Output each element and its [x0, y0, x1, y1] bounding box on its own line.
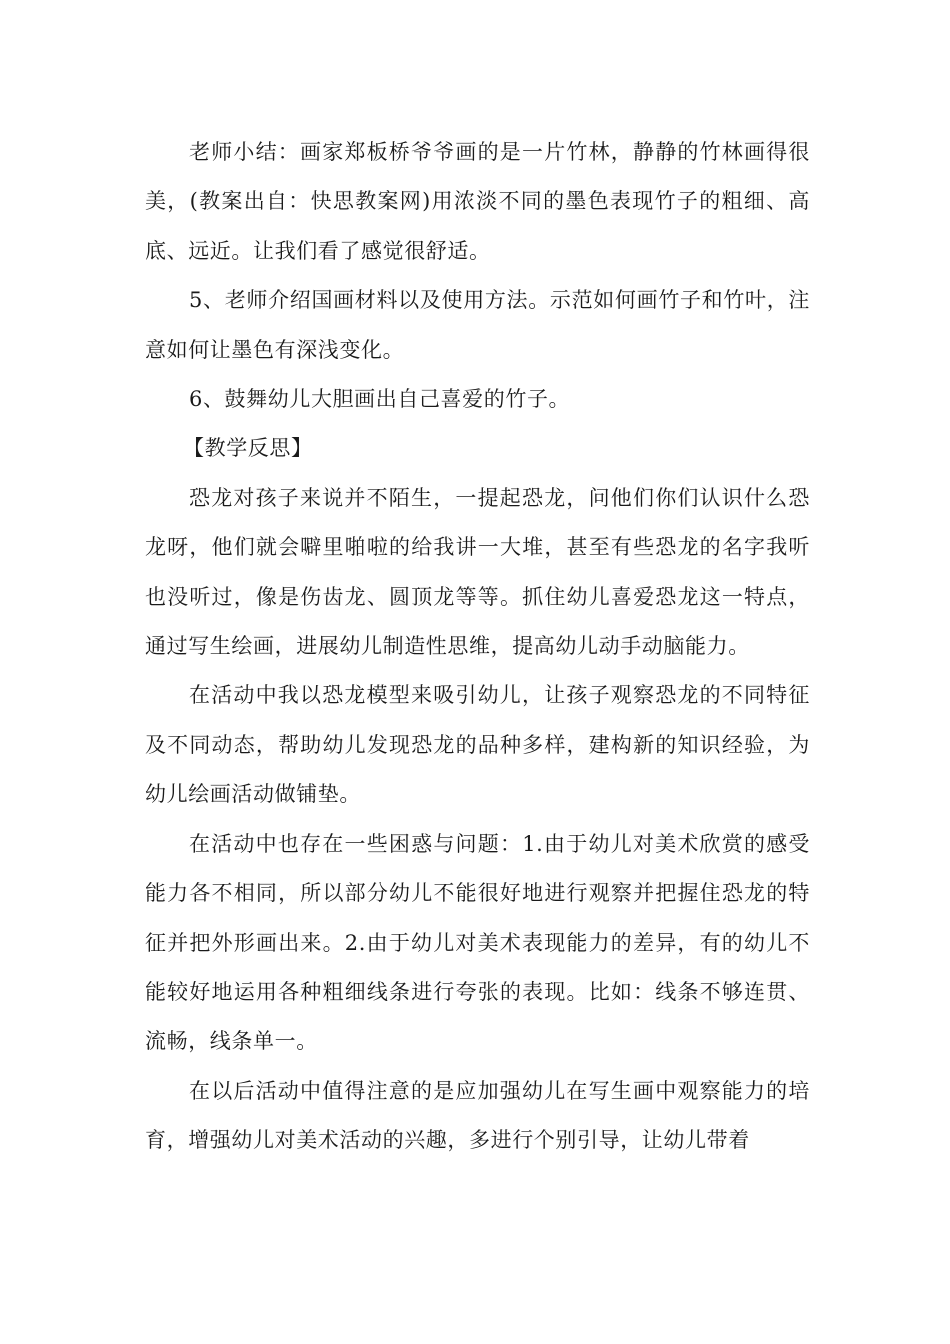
paragraph-step-6: 6、鼓舞幼儿大胆画出自己喜爱的竹子。 — [189, 387, 571, 412]
document-body — [145, 128, 810, 1166]
section-heading-teaching-reflection: 【教学反思】 — [183, 436, 313, 461]
paragraph-reflection-3: 在活动中也存在一些困惑与问题：1.由于幼儿对美术欣赏的感受能力各不相同，所以部分幼儿不能很好地进行观察并把握住恐龙的特征并把外形画出来。2.由于幼儿对美术表现能力的差异，有的幼儿不能较好地运用各种粗细线条进行夸张的表现。比如：线条不够连贯、流畅，线条单一。 — [145, 831, 810, 1054]
paragraph-reflection-4: 在以后活动中值得注意的是应加强幼儿在写生画中观察能力的培育，增强幼儿对美术活动的兴趣，多进行个别引导，让幼儿带着 — [145, 1078, 810, 1153]
paragraph-reflection-2: 在活动中我以恐龙模型来吸引幼儿，让孩子观察恐龙的不同特征及不同动态，帮助幼儿发现恐龙的品种多样，建构新的知识经验，为幼儿绘画活动做铺垫。 — [145, 683, 810, 807]
paragraph-teacher-summary: 老师小结：画家郑板桥爷爷画的是一片竹林，静静的竹林画得很美，(教案出自：快思教案网)用浓淡不同的墨色表现竹子的粗细、高底、远近。让我们看了感觉很舒适。 — [145, 140, 810, 263]
paragraph-reflection-1: 恐龙对孩子来说并不陌生，一提起恐龙，问他们你们认识什么恐龙呀，他们就会噼里啪啦的给我讲一大堆，甚至有些恐龙的名字我听也没听过，像是伤齿龙、圆顶龙等等。抓住幼儿喜爱恐龙这一特点，通过写生绘画，进展幼儿制造性思维，提高幼儿动手动脑能力。 — [145, 485, 810, 659]
paragraph-step-5: 5、老师介绍国画材料以及使用方法。示范如何画竹子和竹叶，注意如何让墨色有深浅变化。 — [145, 288, 810, 362]
